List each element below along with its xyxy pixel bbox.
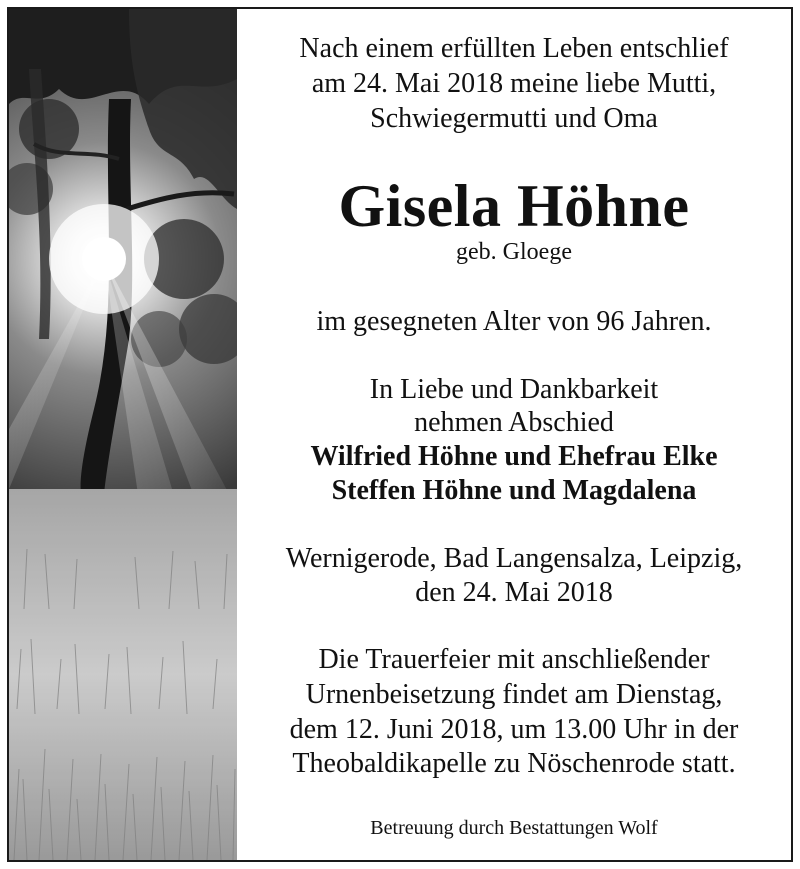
intro-line: Schwiegermutti und Oma: [370, 103, 658, 134]
intro-line: am 24. Mai 2018 meine liebe Mutti,: [311, 68, 717, 99]
farewell-line: nehmen Abschied: [414, 407, 614, 438]
mourner-line: Wilfried Höhne und Ehefrau Elke: [310, 441, 718, 472]
ceremony-line: Theobaldikapelle zu Nöschenrode statt.: [292, 748, 736, 779]
ceremony-line: Urnenbeisetzung findet am Dienstag,: [305, 679, 723, 710]
place-date-line: den 24. Mai 2018: [415, 577, 613, 608]
birth-name: geb. Gloege: [456, 239, 572, 265]
ceremony-line: dem 12. Juni 2018, um 13.00 Uhr in der: [289, 714, 739, 745]
ceremony-line: Die Trauerfeier mit anschließender: [318, 644, 710, 675]
funeral-home-line: Betreuung durch Bestattungen Wolf: [370, 817, 658, 839]
deceased-name: Gisela Höhne: [338, 173, 690, 239]
forest-sunbeam-photo: [9, 9, 237, 860]
obituary-notice: [7, 7, 793, 862]
farewell-line: In Liebe und Dankbarkeit: [369, 374, 659, 405]
age-line: im gesegneten Alter von 96 Jahren.: [316, 306, 712, 337]
place-date-line: Wernigerode, Bad Langensalza, Leipzig,: [285, 543, 743, 574]
mourner-line: Steffen Höhne und Magdalena: [331, 475, 697, 506]
notice-text: [237, 9, 791, 860]
intro-line: Nach einem erfüllten Leben entschlief: [299, 33, 729, 64]
